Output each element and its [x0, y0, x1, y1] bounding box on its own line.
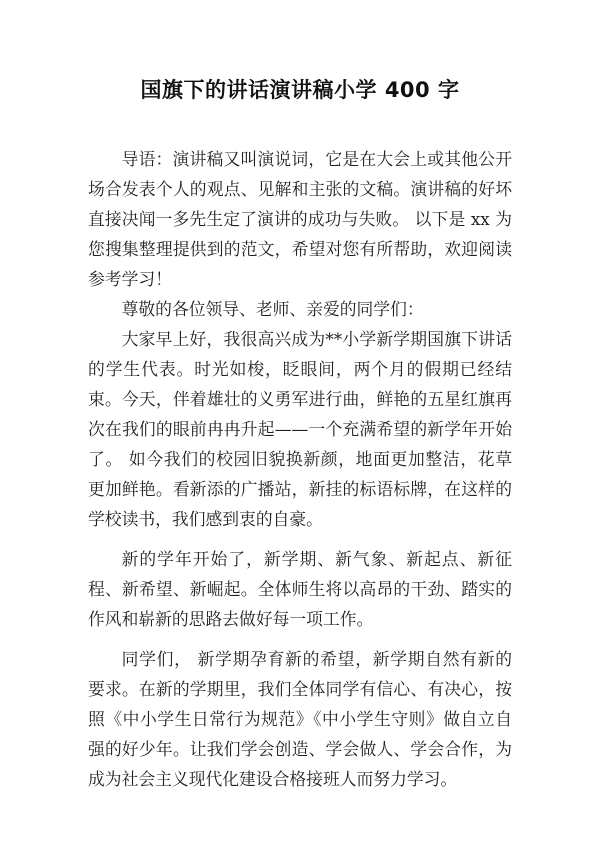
paragraph-new-year: 新的学年开始了，新学期、新气象、新起点、新征程、新希望、新崛起。全体师生将以高昂的干劲、踏实的作风和崭新的思路去做好每一项工作。 [88, 549, 512, 629]
paragraph-intro: 导语：演讲稿又叫演说词，它是在大会上或其他公开场合发表个人的观点、见解和主张的文稿。演讲稿的好坏直接决闻一多先生定了演讲的成功与失败。 以下是 xx 为您搜集整理提供到的范文，希望对您有所帮助，欢迎阅读参考学习！ [88, 149, 512, 289]
document-body [88, 144, 512, 794]
paragraph-students: 同学们， 新学期孕育新的希望，新学期自然有新的要求。在新的学期里，我们全体同学有信心、有决心，按照《中小学生日常行为规范》《中小学生守则》做自立自强的好少年。让我们学会创造、学会做人、学会合作，为成为社会主义现代化建设合格接班人而努力学习。 [88, 649, 512, 789]
paragraph-greeting: 大家早上好，我很高兴成为**小学新学期国旗下讲话的学生代表。时光如梭，眨眼间，两个月的假期已经结束。今天，伴着雄壮的义勇军进行曲，鲜艳的五星红旗再次在我们的眼前冉冉升起——一个充满希望的新学年开始了。 如今我们的校园旧貌换新颜，地面更加整洁，花草更加鲜艳。看新添的广播站，新挂的标语标牌，在这样的学校读书，我们感到衷的自豪。 [88, 329, 512, 529]
paragraph-salutation: 尊敬的各位领导、老师、亲爱的同学们： [121, 299, 424, 319]
document-title: 国旗下的讲话演讲稿小学 400 字 [140, 78, 460, 102]
